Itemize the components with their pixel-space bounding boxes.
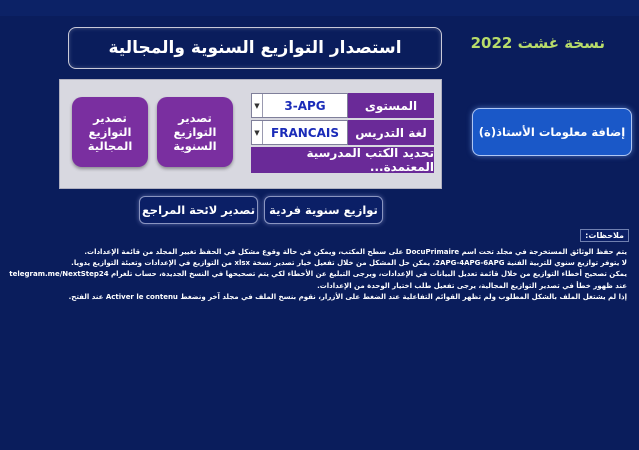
- note-item: إذا لم يشتغل الملف بالشكل المطلوب ولم تظهر القوائم التفاعلية عند الضغط على الأزرار، نقوم بنسخ الملف في مجلد آخر ونضغط Activer le contenu عند الفتح.: [68, 292, 627, 301]
- export-spatial-label: تصدير التوازيع المجالية: [87, 111, 133, 153]
- individual-annual-button[interactable]: توازيع سنوية فردية: [264, 196, 383, 224]
- main-panel: [59, 79, 442, 189]
- note-item: يتم حفظ الوثائق المستخرجة في مجلد تحت اسم DocuPrimaire على سطح المكتب، ويمكن في حالة وقوع مشكل في الحفظ تغيير المجلد من قائمة الإعدادات.: [84, 248, 627, 256]
- select-textbooks-button[interactable]: تحديد الكتب المدرسية المعتمدة...: [251, 147, 434, 173]
- language-label: لغة التدريس: [348, 120, 434, 145]
- level-value: 3-APG: [284, 98, 326, 113]
- export-references-button[interactable]: تصدير لائحة المراجع: [139, 196, 258, 224]
- notes-label: ملاحظات:: [580, 229, 629, 242]
- version-label: نسخة غشت 2022: [470, 34, 605, 52]
- notes-list: [7, 247, 627, 303]
- chevron-down-icon[interactable]: ▼: [252, 94, 263, 117]
- export-annual-label: تصدير التوازيع السنوية: [173, 111, 217, 153]
- note-item: لا يتوفر توازيع سنوي للتربية الفنية 2APG-4APG-6APG، يمكن حل المشكل من خلال تفعيل خيار تصدير نسخة xlsx من التوازيع في الإعدادات وتعبئة التوازيع يدويا.: [71, 259, 627, 268]
- top-strip: [0, 0, 639, 16]
- note-item: عند ظهور خطأ في تصدير التوازيع المجالية، يرجى تفعيل طلب اختيار الوحدة من الإعدادات.: [317, 281, 627, 290]
- add-teacher-info-button[interactable]: إضافة معلومات الأستاذ(ة): [472, 108, 632, 156]
- chevron-down-icon[interactable]: ▼: [252, 121, 263, 144]
- language-value: FRANCAIS: [271, 125, 339, 140]
- export-annual-button[interactable]: [157, 97, 233, 167]
- level-label: المستوى: [348, 93, 434, 118]
- level-select[interactable]: [251, 93, 348, 118]
- export-spatial-button[interactable]: [72, 97, 148, 167]
- note-item: يمكن تصحيح أخطاء التوازيع من خلال قائمة تعديل البيانات في الإعدادات، ويرجى التبليغ عن الأخطاء لكي يتم تصحيحها في النسخ الجديدة، حساب تلغرام telegram.me/NextStep24: [9, 270, 627, 279]
- page-title: استصدار التوازيع السنوية والمجالية: [68, 27, 442, 69]
- language-select[interactable]: [251, 120, 348, 145]
